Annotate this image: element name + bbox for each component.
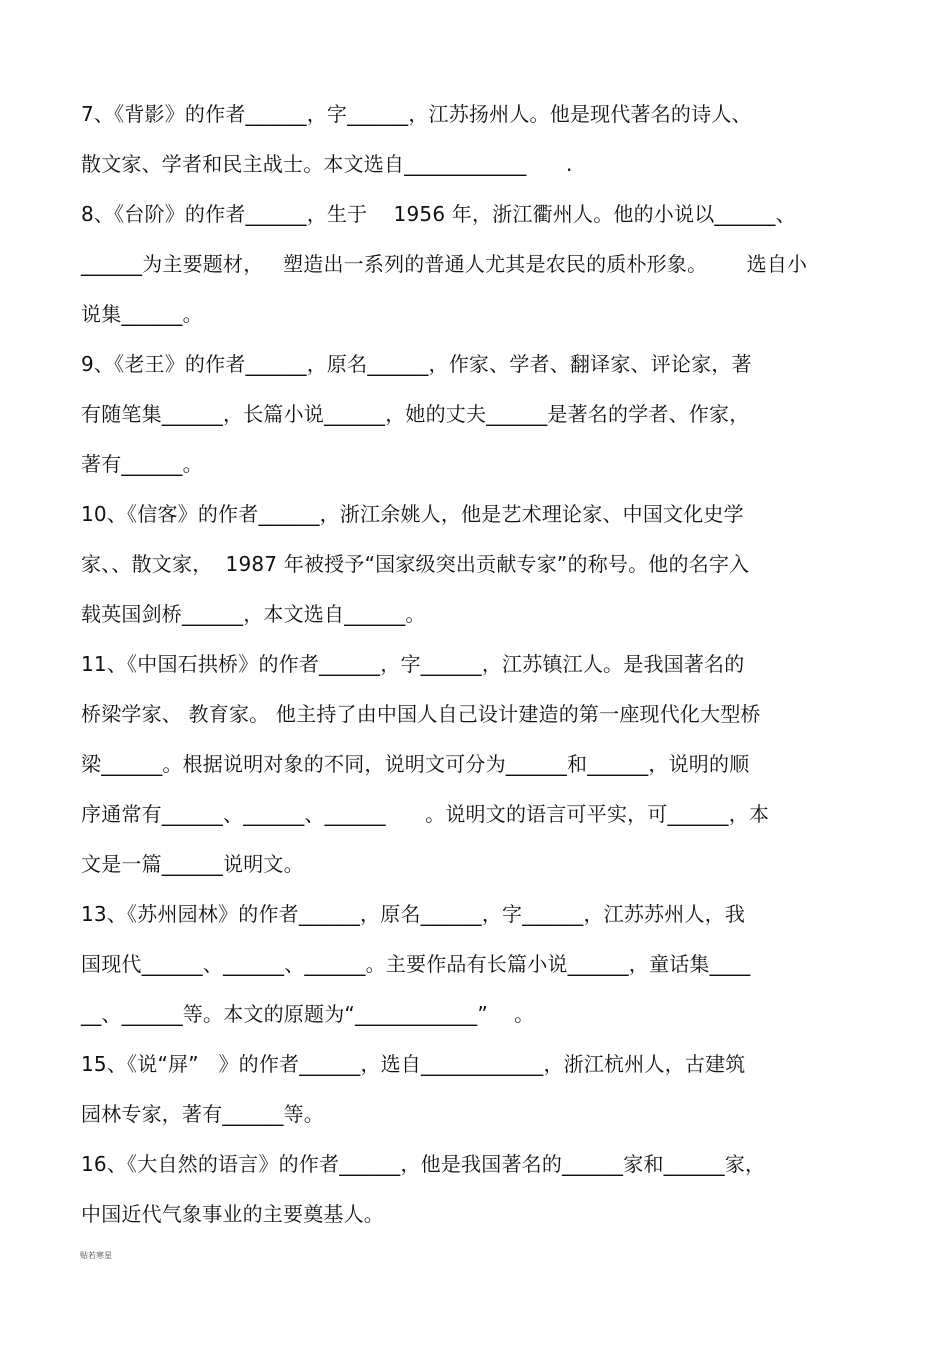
text-line-q13-b: 国现代______、______、______。主要作品有长篇小说______，童话集____ xyxy=(81,952,751,976)
text-line-q11-e: 文是一篇______说明文。 xyxy=(81,852,304,876)
text-line-q11-a: 11、《中国石拱桥》的作者______，字______，江苏镇江人。是我国著名的 xyxy=(81,652,745,676)
text-line-q10-b: 家、、散文家， 1987 年被授予“国家级突出贡献专家”的称号。他的名字入 xyxy=(81,552,750,576)
page-footer: 贴若寒星 xyxy=(80,1251,112,1260)
text-line-q9-a: 9、《老王》的作者______，原名______，作家、学者、翻译家、评论家，著 xyxy=(81,352,752,376)
text-line-q10-a: 10、《信客》的作者______，浙江余姚人，他是艺术理论家、中国文化史学 xyxy=(81,502,744,526)
text-line-q11-d: 序通常有______、______、______ 。说明文的语言可平实，可______，本 xyxy=(81,802,770,826)
text-line-q7-a: 7、《背影》的作者______，字______，江苏扬州人。他是现代著名的诗人、 xyxy=(81,102,752,126)
text-line-q9-c: 著有______。 xyxy=(81,452,203,476)
text-line-q7-b: 散文家、学者和民主战士。本文选自____________ . xyxy=(81,152,573,176)
text-line-q13-c: __、______等。本文的原题为“____________” 。 xyxy=(81,1002,535,1026)
text-line-q15-b: 园林专家，著有______等。 xyxy=(81,1102,324,1126)
text-line-q10-c: 载英国剑桥______，本文选自______。 xyxy=(81,602,426,626)
text-line-q8-a: 8、《台阶》的作者______，生于 1956 年，浙江衢州人。他的小说以______、 xyxy=(81,202,796,226)
text-line-q11-b: 桥梁学家、 教育家。 他主持了由中国人自己设计建造的第一座现代化大型桥 xyxy=(81,702,761,726)
text-line-q15-a: 15、《说“屏” 》的作者______，选自____________，浙江杭州人，古建筑 xyxy=(81,1052,746,1076)
text-line-q13-a: 13、《苏州园林》的作者______，原名______，字______，江苏苏州人，我 xyxy=(81,902,746,926)
text-line-q8-c: 说集______。 xyxy=(81,302,203,326)
text-line-q9-b: 有随笔集______，长篇小说______，她的丈夫______是著名的学者、作家， xyxy=(81,402,750,426)
text-line-q11-c: 梁______。根据说明对象的不同，说明文可分为______和______，说明的顺 xyxy=(81,752,750,776)
text-line-q8-b: ______为主要题材， 塑造出一系列的普通人尤其是农民的质朴形象。 选自小 xyxy=(81,252,808,276)
text-line-q16-a: 16、《大自然的语言》的作者______，他是我国著名的______家和______家， xyxy=(81,1152,766,1176)
text-line-q16-b: 中国近代气象事业的主要奠基人。 xyxy=(81,1202,384,1226)
